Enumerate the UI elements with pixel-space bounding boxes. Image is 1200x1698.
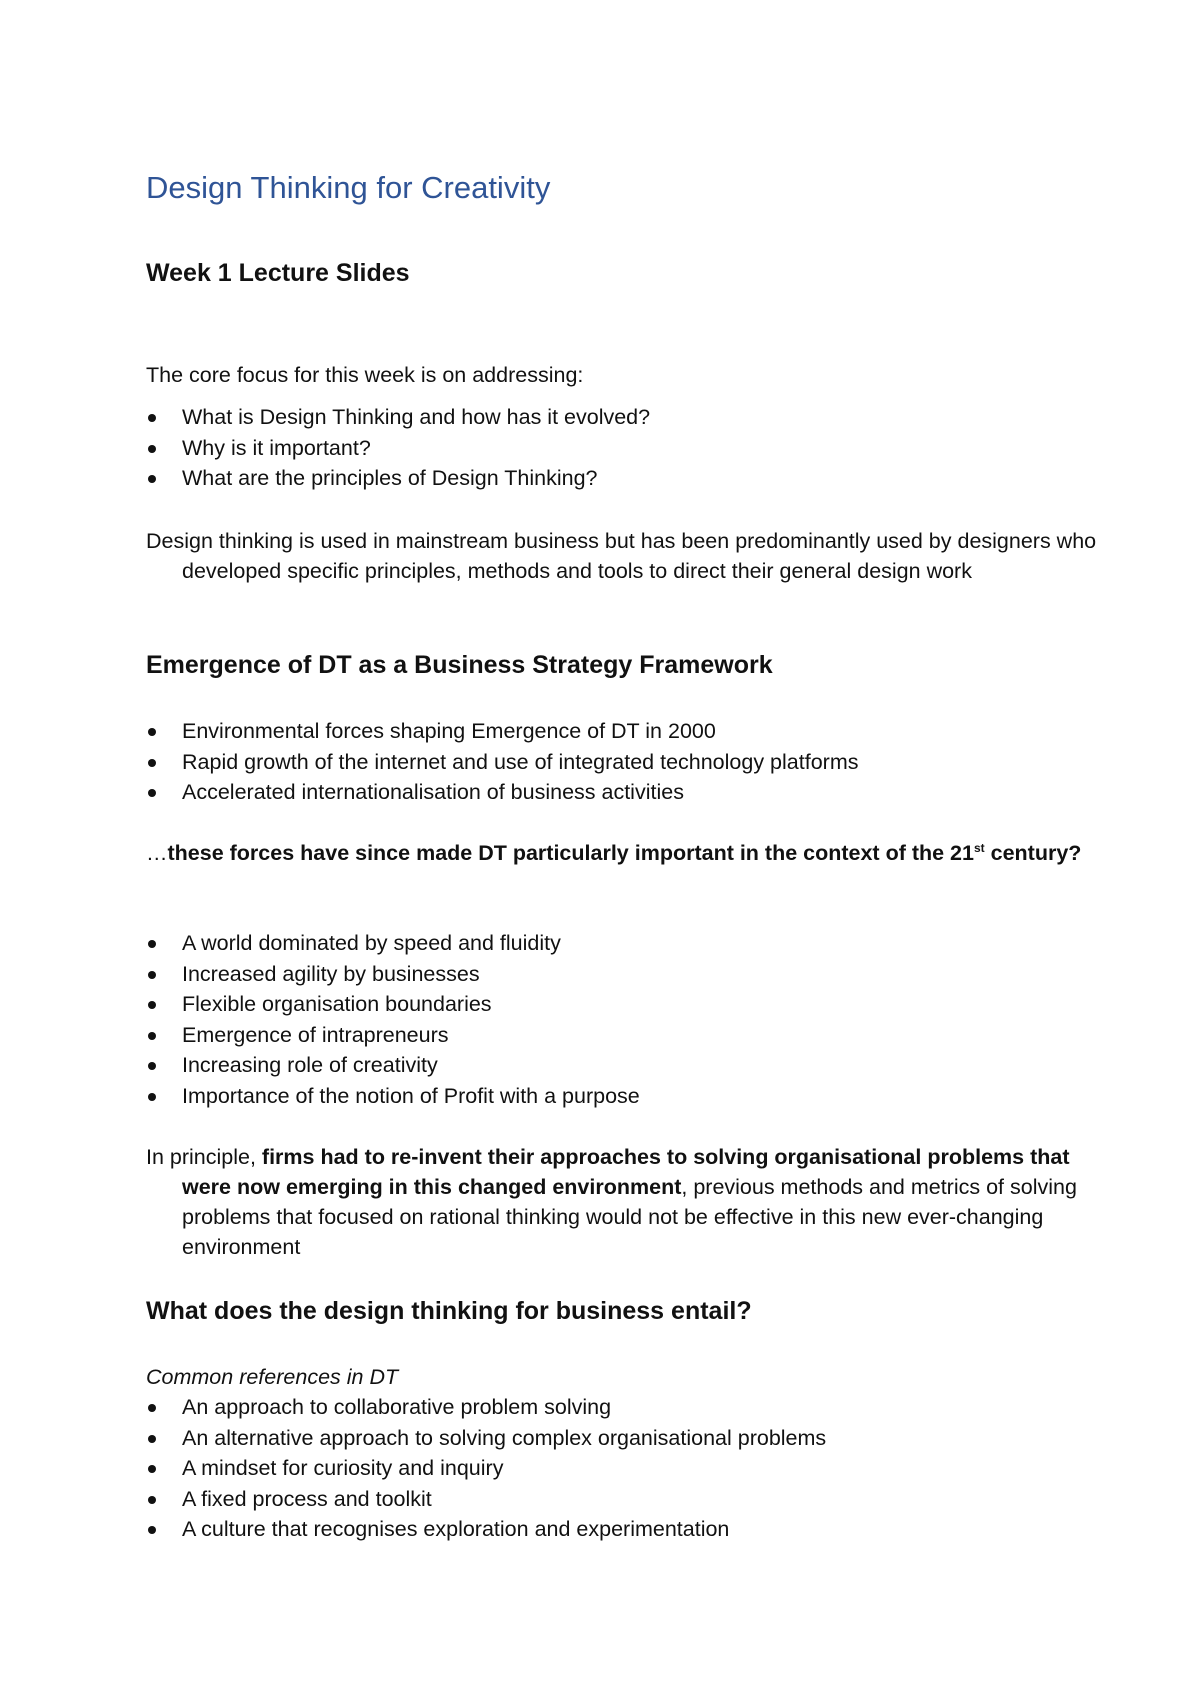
list-item: A world dominated by speed and fluidity: [146, 928, 640, 959]
bullet-icon: [148, 445, 156, 453]
intro-paragraph: Design thinking is used in mainstream business but has been predominantly used by designers who developed specific principles, methods and tools to direct their general design work: [146, 529, 1097, 583]
entail-heading: What does the design thinking for business entail?: [146, 1297, 752, 1325]
forces-bullet-list: [146, 928, 640, 1111]
bullet-icon: [148, 971, 156, 979]
list-item: Importance of the notion of Profit with a purpose: [146, 1081, 640, 1112]
bullet-icon: [148, 1062, 156, 1070]
list-item: Increasing role of creativity: [146, 1050, 640, 1081]
list-item: Accelerated internationalisation of business activities: [146, 777, 858, 808]
list-item: An approach to collaborative problem solving: [146, 1392, 826, 1423]
list-item: What is Design Thinking and how has it evolved?: [146, 402, 650, 433]
entail-bullet-list: [146, 1392, 826, 1545]
bullet-icon: [148, 940, 156, 948]
list-item: Rapid growth of the internet and use of integrated technology platforms: [146, 747, 858, 778]
list-item: Why is it important?: [146, 433, 650, 464]
list-item: Flexible organisation boundaries: [146, 989, 640, 1020]
emergence-heading: Emergence of DT as a Business Strategy Framework: [146, 651, 773, 679]
document-subtitle: Week 1 Lecture Slides: [146, 259, 410, 287]
list-item: A culture that recognises exploration and experimentation: [146, 1514, 826, 1545]
common-references-label: Common references in DT: [146, 1365, 399, 1389]
bullet-icon: [148, 789, 156, 797]
list-item: An alternative approach to solving complex organisational problems: [146, 1423, 826, 1454]
document-title: Design Thinking for Creativity: [146, 170, 551, 205]
list-item: What are the principles of Design Thinking?: [146, 463, 650, 494]
list-item: Increased agility by businesses: [146, 959, 640, 990]
bullet-icon: [148, 1526, 156, 1534]
bullet-icon: [148, 1001, 156, 1009]
bullet-icon: [148, 1435, 156, 1443]
list-item: Environmental forces shaping Emergence of DT in 2000: [146, 716, 858, 747]
list-item: A fixed process and toolkit: [146, 1484, 826, 1515]
list-item: Emergence of intrapreneurs: [146, 1020, 640, 1051]
bullet-icon: [148, 1496, 156, 1504]
bullet-icon: [148, 475, 156, 483]
bullet-icon: [148, 414, 156, 422]
bullet-icon: [148, 1093, 156, 1101]
bullet-icon: [148, 1404, 156, 1412]
bullet-icon: [148, 1465, 156, 1473]
forces-question: …these forces have since made DT particularly important in the context of the 21st century?: [146, 840, 1082, 865]
bullet-icon: [148, 759, 156, 767]
emergence-bullet-list: [146, 716, 858, 808]
bullet-icon: [148, 1032, 156, 1040]
principle-paragraph: In principle, firms had to re-invent their approaches to solving organisational problems that were now emerging in this changed environment, previous methods and metrics of solving problems that focused on rational thinking would not be effective in this new ever-changing environment: [146, 1145, 1077, 1259]
intro-text: The core focus for this week is on addressing:: [146, 363, 584, 387]
bullet-icon: [148, 728, 156, 736]
intro-bullet-list: [146, 402, 650, 494]
list-item: A mindset for curiosity and inquiry: [146, 1453, 826, 1484]
